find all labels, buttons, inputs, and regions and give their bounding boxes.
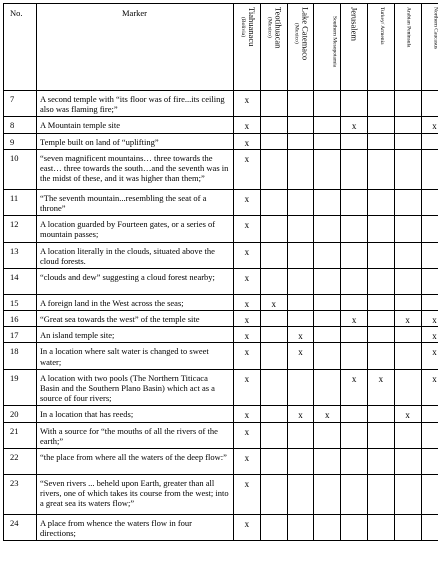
row-mark-cell: [367, 343, 394, 369]
row-mark-cell: [260, 91, 287, 117]
row-mark-cell: [260, 216, 287, 242]
row-mark-cell: [260, 117, 287, 133]
location-name: Jerusalem: [349, 7, 360, 41]
row-number: 7: [4, 91, 37, 117]
row-marker-text: A location with two pools (The Northern Titicaca Basin and the Southern Plano Basin) which act as a source of four rivers;: [37, 369, 234, 406]
row-mark-cell: [314, 327, 341, 343]
row-mark-cell: x: [287, 327, 314, 343]
row-mark-cell: [421, 91, 438, 117]
row-marker-text: In a location that has reeds;: [37, 406, 234, 422]
row-mark-cell: [394, 422, 421, 448]
row-marker-text: With a source for “the mouths of all the rivers of the earth;”: [37, 422, 234, 448]
row-mark-cell: [421, 268, 438, 294]
location-sub: (Mexico): [266, 17, 273, 39]
row-mark-cell: [260, 133, 287, 149]
row-mark-cell: x: [260, 294, 287, 310]
location-name: Lake Catemaco: [300, 7, 311, 61]
row-mark-cell: [287, 268, 314, 294]
row-mark-cell: [287, 448, 314, 474]
row-mark-cell: x: [234, 343, 261, 369]
row-mark-cell: [421, 133, 438, 149]
header-location-0: [234, 4, 261, 91]
row-mark-cell: [421, 422, 438, 448]
row-number: 9: [4, 133, 37, 149]
row-number: 10: [4, 149, 37, 189]
row-mark-cell: x: [234, 514, 261, 540]
row-mark-cell: [260, 343, 287, 369]
row-mark-cell: x: [234, 117, 261, 133]
row-number: 24: [4, 514, 37, 540]
row-number: 14: [4, 268, 37, 294]
row-mark-cell: [367, 216, 394, 242]
row-mark-cell: [341, 406, 368, 422]
row-mark-cell: [260, 369, 287, 406]
row-mark-cell: [394, 474, 421, 514]
row-mark-cell: x: [394, 406, 421, 422]
row-mark-cell: [394, 133, 421, 149]
row-mark-cell: [341, 268, 368, 294]
row-mark-cell: [421, 242, 438, 268]
table-row: [4, 311, 438, 327]
location-name: Tiahuanacu: [246, 7, 257, 47]
row-mark-cell: [394, 294, 421, 310]
row-mark-cell: [260, 327, 287, 343]
row-mark-cell: [287, 189, 314, 215]
row-mark-cell: x: [367, 369, 394, 406]
header-location-1: [260, 4, 287, 91]
table-row: [4, 216, 438, 242]
row-marker-text: A location literally in the clouds, situated above the cloud forests.: [37, 242, 234, 268]
row-number: 17: [4, 327, 37, 343]
row-mark-cell: [341, 91, 368, 117]
location-name: Teotihuacan: [273, 7, 284, 49]
row-mark-cell: [287, 294, 314, 310]
row-mark-cell: [367, 149, 394, 189]
header-location-4: [341, 4, 368, 91]
row-marker-text: A Mountain temple site: [37, 117, 234, 133]
row-number: 22: [4, 448, 37, 474]
location-name: Northern Caucasus: [432, 7, 438, 50]
row-mark-cell: [367, 406, 394, 422]
row-mark-cell: [287, 422, 314, 448]
marker-table: [3, 3, 438, 541]
table-row: [4, 242, 438, 268]
row-marker-text: “Great sea towards the west” of the temple site: [37, 311, 234, 327]
table-row: [4, 327, 438, 343]
row-mark-cell: [394, 268, 421, 294]
table-row: [4, 343, 438, 369]
table-row: [4, 369, 438, 406]
location-name: Southern Mesopotamia: [331, 16, 338, 68]
row-mark-cell: [367, 474, 394, 514]
row-mark-cell: [341, 514, 368, 540]
row-mark-cell: [260, 406, 287, 422]
row-mark-cell: [314, 216, 341, 242]
row-mark-cell: [260, 149, 287, 189]
row-mark-cell: [287, 149, 314, 189]
row-mark-cell: [367, 422, 394, 448]
row-mark-cell: [394, 514, 421, 540]
row-mark-cell: [314, 343, 341, 369]
row-mark-cell: [314, 189, 341, 215]
table-row: [4, 474, 438, 514]
row-mark-cell: [260, 242, 287, 268]
row-mark-cell: [421, 474, 438, 514]
row-number: 19: [4, 369, 37, 406]
row-mark-cell: [394, 369, 421, 406]
row-mark-cell: [421, 149, 438, 189]
row-mark-cell: x: [287, 343, 314, 369]
row-mark-cell: [367, 242, 394, 268]
row-mark-cell: [367, 91, 394, 117]
row-mark-cell: x: [234, 448, 261, 474]
row-marker-text: In a location where salt water is changed to sweet water;: [37, 343, 234, 369]
row-number: 21: [4, 422, 37, 448]
row-number: 16: [4, 311, 37, 327]
table-row: [4, 294, 438, 310]
row-marker-text: A place from whence the waters flow in four directions;: [37, 514, 234, 540]
row-mark-cell: [260, 448, 287, 474]
row-number: 15: [4, 294, 37, 310]
row-marker-text: “The seventh mountain...resembling the seat of a throne”: [37, 189, 234, 215]
row-mark-cell: [314, 474, 341, 514]
row-mark-cell: [421, 294, 438, 310]
row-mark-cell: [260, 422, 287, 448]
row-mark-cell: [341, 242, 368, 268]
row-mark-cell: x: [234, 422, 261, 448]
row-mark-cell: [394, 448, 421, 474]
row-mark-cell: [314, 369, 341, 406]
location-sub: (Mexico): [293, 23, 300, 44]
row-mark-cell: [367, 189, 394, 215]
table-row: [4, 514, 438, 540]
row-mark-cell: [314, 133, 341, 149]
row-mark-cell: x: [234, 474, 261, 514]
header-no: No.: [4, 4, 37, 91]
row-mark-cell: [367, 448, 394, 474]
row-mark-cell: [314, 242, 341, 268]
row-mark-cell: [367, 311, 394, 327]
row-mark-cell: x: [341, 311, 368, 327]
row-mark-cell: x: [234, 406, 261, 422]
row-mark-cell: [394, 343, 421, 369]
row-mark-cell: [260, 189, 287, 215]
row-marker-text: “Seven rivers ... beheld upon Earth, greater than all rivers, one of which takes its course from the west; into a great sea its waters flow;”: [37, 474, 234, 514]
row-number: 18: [4, 343, 37, 369]
table-row: [4, 117, 438, 133]
row-mark-cell: [314, 149, 341, 189]
row-mark-cell: x: [421, 311, 438, 327]
row-mark-cell: [394, 91, 421, 117]
row-mark-cell: x: [234, 268, 261, 294]
row-mark-cell: x: [234, 369, 261, 406]
row-mark-cell: [421, 514, 438, 540]
row-mark-cell: [367, 327, 394, 343]
row-mark-cell: [367, 117, 394, 133]
row-mark-cell: x: [234, 242, 261, 268]
location-name: Arabian Peninsula: [405, 7, 412, 48]
row-mark-cell: [287, 242, 314, 268]
row-mark-cell: [314, 514, 341, 540]
row-mark-cell: [287, 311, 314, 327]
location-sub: (Bolivia): [239, 16, 246, 37]
row-mark-cell: [341, 327, 368, 343]
table-row: [4, 189, 438, 215]
row-mark-cell: [287, 474, 314, 514]
header-row: [4, 4, 438, 91]
row-mark-cell: [341, 294, 368, 310]
header-marker: Marker: [37, 4, 234, 91]
row-number: 8: [4, 117, 37, 133]
row-mark-cell: [421, 406, 438, 422]
table-row: [4, 149, 438, 189]
row-mark-cell: [314, 294, 341, 310]
row-number: 11: [4, 189, 37, 215]
row-mark-cell: [260, 514, 287, 540]
row-mark-cell: [341, 189, 368, 215]
row-marker-text: “the place from where all the waters of the deep flow:”: [37, 448, 234, 474]
row-mark-cell: [260, 268, 287, 294]
row-mark-cell: [287, 117, 314, 133]
header-location-7: [421, 4, 438, 91]
header-location-2: [287, 4, 314, 91]
row-mark-cell: [314, 268, 341, 294]
row-mark-cell: x: [421, 343, 438, 369]
row-mark-cell: [394, 149, 421, 189]
row-mark-cell: [314, 311, 341, 327]
row-mark-cell: [367, 294, 394, 310]
row-mark-cell: [367, 514, 394, 540]
row-mark-cell: [314, 117, 341, 133]
table-row: [4, 448, 438, 474]
header-location-3: [314, 4, 341, 91]
row-mark-cell: [314, 422, 341, 448]
row-number: 23: [4, 474, 37, 514]
row-mark-cell: [287, 514, 314, 540]
row-mark-cell: x: [234, 311, 261, 327]
row-mark-cell: x: [314, 406, 341, 422]
row-mark-cell: [394, 327, 421, 343]
row-mark-cell: x: [341, 117, 368, 133]
row-mark-cell: x: [234, 216, 261, 242]
row-marker-text: An island temple site;: [37, 327, 234, 343]
row-mark-cell: x: [234, 189, 261, 215]
row-mark-cell: [287, 133, 314, 149]
row-mark-cell: [287, 369, 314, 406]
row-marker-text: A second temple with “its floor was of fire...its ceiling also was flaming fire;”: [37, 91, 234, 117]
row-mark-cell: x: [394, 311, 421, 327]
row-mark-cell: x: [341, 369, 368, 406]
row-mark-cell: [367, 133, 394, 149]
row-mark-cell: [341, 422, 368, 448]
row-mark-cell: x: [234, 294, 261, 310]
row-mark-cell: [341, 149, 368, 189]
row-mark-cell: x: [234, 149, 261, 189]
row-mark-cell: [421, 189, 438, 215]
row-mark-cell: [341, 448, 368, 474]
table-body: [4, 91, 438, 541]
row-marker-text: Temple built on land of “uplifting”: [37, 133, 234, 149]
row-mark-cell: [341, 343, 368, 369]
row-mark-cell: [260, 311, 287, 327]
row-mark-cell: [421, 448, 438, 474]
row-mark-cell: [394, 242, 421, 268]
row-mark-cell: [314, 91, 341, 117]
row-mark-cell: x: [234, 327, 261, 343]
row-marker-text: “seven magnificent mountains… three towards the east… three towards the south…and the seventh was in the midst of these, and it was higher than them;”: [37, 149, 234, 189]
header-location-5: [367, 4, 394, 91]
table-row: [4, 91, 438, 117]
row-mark-cell: [394, 117, 421, 133]
row-mark-cell: [394, 216, 421, 242]
row-mark-cell: x: [421, 369, 438, 406]
row-marker-text: A foreign land in the West across the seas;: [37, 294, 234, 310]
row-mark-cell: [421, 216, 438, 242]
row-mark-cell: [394, 189, 421, 215]
table-row: [4, 268, 438, 294]
row-mark-cell: [260, 474, 287, 514]
row-marker-text: “clouds and dew” suggesting a cloud forest nearby;: [37, 268, 234, 294]
row-mark-cell: [341, 216, 368, 242]
row-mark-cell: x: [287, 406, 314, 422]
location-name: Turkey/ Armenia: [378, 7, 385, 45]
table-row: [4, 133, 438, 149]
table-row: [4, 422, 438, 448]
row-mark-cell: [287, 91, 314, 117]
row-mark-cell: [341, 474, 368, 514]
row-mark-cell: x: [234, 133, 261, 149]
row-mark-cell: x: [421, 117, 438, 133]
table-row: [4, 406, 438, 422]
row-mark-cell: [314, 448, 341, 474]
row-number: 12: [4, 216, 37, 242]
row-number: 20: [4, 406, 37, 422]
row-mark-cell: x: [234, 91, 261, 117]
header-location-6: [394, 4, 421, 91]
row-mark-cell: [367, 268, 394, 294]
row-mark-cell: [287, 216, 314, 242]
row-marker-text: A location guarded by Fourteen gates, or a series of mountain passes;: [37, 216, 234, 242]
row-mark-cell: [341, 133, 368, 149]
row-mark-cell: x: [421, 327, 438, 343]
row-number: 13: [4, 242, 37, 268]
